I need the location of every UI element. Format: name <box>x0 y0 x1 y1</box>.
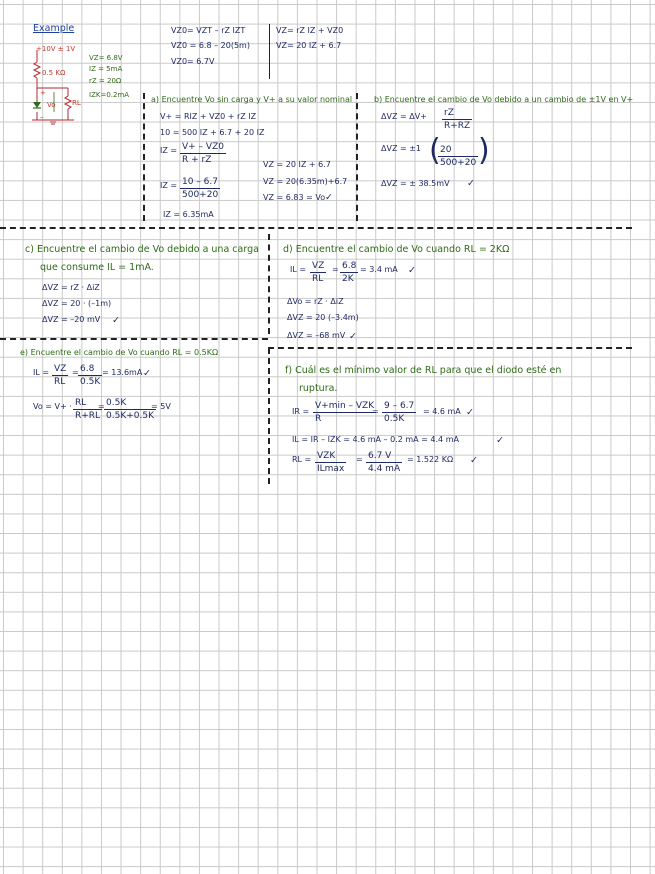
e-frac-1 <box>52 365 68 387</box>
f-frac-4-den: 4.4 mA <box>368 464 401 474</box>
d-frac-2-den: 2K <box>342 274 354 284</box>
d-check-2-icon: ✓ <box>349 331 357 342</box>
a-frac-1 <box>180 143 226 165</box>
c-eq-3: ΔVZ = –20 mV <box>42 315 101 324</box>
b-paren-right: ) <box>478 133 490 168</box>
a-frac-1-den: R + rZ <box>182 155 212 165</box>
a-vz-1: VZ = 20 IZ + 6.7 <box>263 160 331 169</box>
f-check-2-icon: ✓ <box>496 435 504 446</box>
divider-row-1 <box>0 227 632 229</box>
a-vz-2: VZ = 20(6.35m)+6.7 <box>263 177 348 186</box>
f-frac-3-den: ILmax <box>317 464 345 474</box>
divider-row-2-right <box>268 347 632 349</box>
f-eq-3-lhs: RL = <box>292 455 312 464</box>
vz-eq-2: VZ= 20 IZ + 6.7 <box>276 41 342 50</box>
b-eq-2-lhs: ΔVZ = ±1 <box>381 144 422 153</box>
a-check-icon: ✓ <box>325 192 333 203</box>
divider-e-f <box>268 348 270 484</box>
divider-row-2-left <box>0 338 268 340</box>
resistor-label: 0.5 KΩ <box>42 69 66 77</box>
f-frac-2-den: 0.5K <box>384 414 405 424</box>
a-eq-4-lhs: IZ = <box>160 181 178 190</box>
f-eq-2: IL = IR – IZK = 4.6 mA – 0.2 mA = 4.4 mA <box>292 435 459 444</box>
d-check-1-icon: ✓ <box>408 265 416 276</box>
d-eq-2: ΔVo = rZ · ΔiZ <box>287 297 344 306</box>
heading-f-1: f) Cuál es el mínimo valor de RL para que el diodo esté en <box>285 365 562 376</box>
b-frac-2-num: 20 <box>438 146 478 157</box>
e-frac-1-den: RL <box>54 377 66 387</box>
d-frac-2 <box>340 262 358 284</box>
param-izk: IZK=0.2mA <box>89 91 130 99</box>
a-eq-2: 10 = 500 IZ + 6.7 + 20 IZ <box>160 128 265 137</box>
e-frac-2-num: 6.8 <box>78 365 102 376</box>
heading-d: d) Encuentre el cambio de Vo cuando RL = 2KΩ <box>283 244 510 255</box>
top-divider <box>269 24 270 79</box>
heading-a: a) Encuentre Vo sin carga y V+ a su valor nominal <box>151 95 353 104</box>
d-frac-1-num: VZ <box>312 261 325 271</box>
param-vz: VZ= 6.8V <box>89 54 123 62</box>
e-eq-2-res: = 5V <box>151 402 171 411</box>
f-eq-3-eq: = <box>356 455 363 464</box>
e-frac-4-den: 0.5K+0.5K <box>106 411 154 421</box>
heading-b: b) Encuentre el cambio de Vo debido a un cambio de ±1V en V+ <box>374 95 634 104</box>
b-eq-1: ΔVZ = ΔV+ <box>381 112 427 121</box>
d-eq-1-lhs: IL = <box>290 265 307 274</box>
a-frac-2 <box>180 178 220 200</box>
b-frac-2 <box>438 146 478 168</box>
e-eq-2-eq: = <box>98 402 105 411</box>
divider-a-b <box>356 93 358 221</box>
d-eq-4: ΔVZ = –68 mV <box>287 331 346 340</box>
e-eq-1-res: = 13.6mA <box>102 368 143 377</box>
divider-a-left <box>143 93 145 221</box>
a-vz-3: VZ = 6.83 = Vo <box>263 193 326 202</box>
f-frac-3 <box>315 452 346 474</box>
a-eq-5: IZ = 6.35mA <box>163 210 214 219</box>
b-frac-1-den: R+RZ <box>444 121 471 131</box>
vz0-eq-3: VZ0= 6.7V <box>171 57 215 66</box>
d-eq-1-res: = 3.4 mA <box>360 265 398 274</box>
e-frac-2 <box>78 365 102 387</box>
vz0-eq-2: VZ0 = 6.8 – 20(5m) <box>171 41 250 50</box>
e-frac-4 <box>104 399 156 421</box>
e-frac-4-num: 0.5K <box>104 399 156 410</box>
f-frac-2 <box>382 402 416 424</box>
e-eq-2-lhs: Vo = V+ · <box>33 402 72 411</box>
heading-c-2: que consume IL = 1mA. <box>40 262 154 273</box>
c-eq-1: ΔVZ = rZ · ΔiZ <box>42 283 100 292</box>
param-iz: IZ = 5mA <box>89 65 123 73</box>
d-eq-3: ΔVZ = 20 (–3.4m) <box>287 313 359 322</box>
f-frac-3-num: VZK <box>315 452 346 463</box>
a-frac-1-num: V+ – VZ0 <box>182 142 224 152</box>
a-eq-1: V+ = RIZ + VZ0 + rZ IZ <box>160 112 257 121</box>
d-frac-2-num: 6.8 <box>342 261 357 271</box>
a-eq-3-lhs: IZ = <box>160 146 178 155</box>
f-check-1-icon: ✓ <box>466 407 474 418</box>
b-frac-2-den: 500+20 <box>440 158 477 168</box>
divider-c-d <box>268 234 270 334</box>
c-check-icon: ✓ <box>112 315 120 326</box>
e-frac-3-num: RL <box>73 399 102 410</box>
f-frac-4 <box>366 452 402 474</box>
b-paren-left: ( <box>429 133 441 168</box>
f-eq-1-res: = 4.6 mA <box>423 407 461 416</box>
a-frac-2-den: 500+20 <box>182 190 219 200</box>
d-frac-1 <box>310 262 326 284</box>
param-rz: rZ = 20Ω <box>89 77 122 85</box>
node-minus: – <box>40 113 44 121</box>
node-plus: + <box>40 89 46 97</box>
b-frac-1-num: rZ <box>442 109 472 120</box>
c-eq-2: ΔVZ = 20 · (–1m) <box>42 299 112 308</box>
b-eq-3: ΔVZ = ± 38.5mV <box>381 179 450 188</box>
b-check-icon: ✓ <box>467 178 475 189</box>
b-frac-1 <box>442 109 472 131</box>
e-frac-3-den: R+RL <box>75 411 101 421</box>
f-frac-1 <box>313 402 376 424</box>
f-frac-2-num: 9 – 6.7 <box>384 401 415 411</box>
vz0-eq-1: VZ0= VZT – rZ IZT <box>171 26 246 35</box>
vo-label: Vo <box>47 101 56 109</box>
e-frac-2-den: 0.5K <box>80 377 101 387</box>
heading-e: e) Encuentre el cambio de Vo cuando RL = 0.5KΩ <box>20 348 219 357</box>
a-frac-2-num: 10 – 6.7 <box>180 178 220 189</box>
f-frac-1-num: V+min – VZK <box>315 401 375 411</box>
d-eq-1-eq: = <box>332 265 339 274</box>
rl-label: RL <box>72 99 81 107</box>
f-check-3-icon: ✓ <box>470 455 478 466</box>
vz-eq-1: VZ= rZ IZ + VZ0 <box>276 26 344 35</box>
d-frac-1-den: RL <box>312 274 324 284</box>
f-frac-1-den: R <box>315 414 322 424</box>
heading-c-1: c) Encuentre el cambio de Vo debido a una carga <box>25 244 259 255</box>
e-eq-1-eq: = <box>72 368 79 377</box>
f-eq-1-lhs: IR = <box>292 407 310 416</box>
e-check-icon: ✓ <box>143 368 151 379</box>
e-frac-1-num: VZ <box>54 364 67 374</box>
f-eq-3-res: = 1.522 KΩ <box>407 455 454 464</box>
e-eq-1-lhs: IL = <box>33 368 50 377</box>
f-frac-4-num: 6.7 V <box>366 452 402 463</box>
f-eq-1-eq: = <box>372 407 379 416</box>
supply-label: +10V ± 1V <box>36 45 76 53</box>
zener-circuit-diagram <box>30 40 90 130</box>
zener-diode-icon <box>33 102 41 108</box>
page-title: Example <box>33 23 75 34</box>
heading-f-2: ruptura. <box>299 383 338 394</box>
